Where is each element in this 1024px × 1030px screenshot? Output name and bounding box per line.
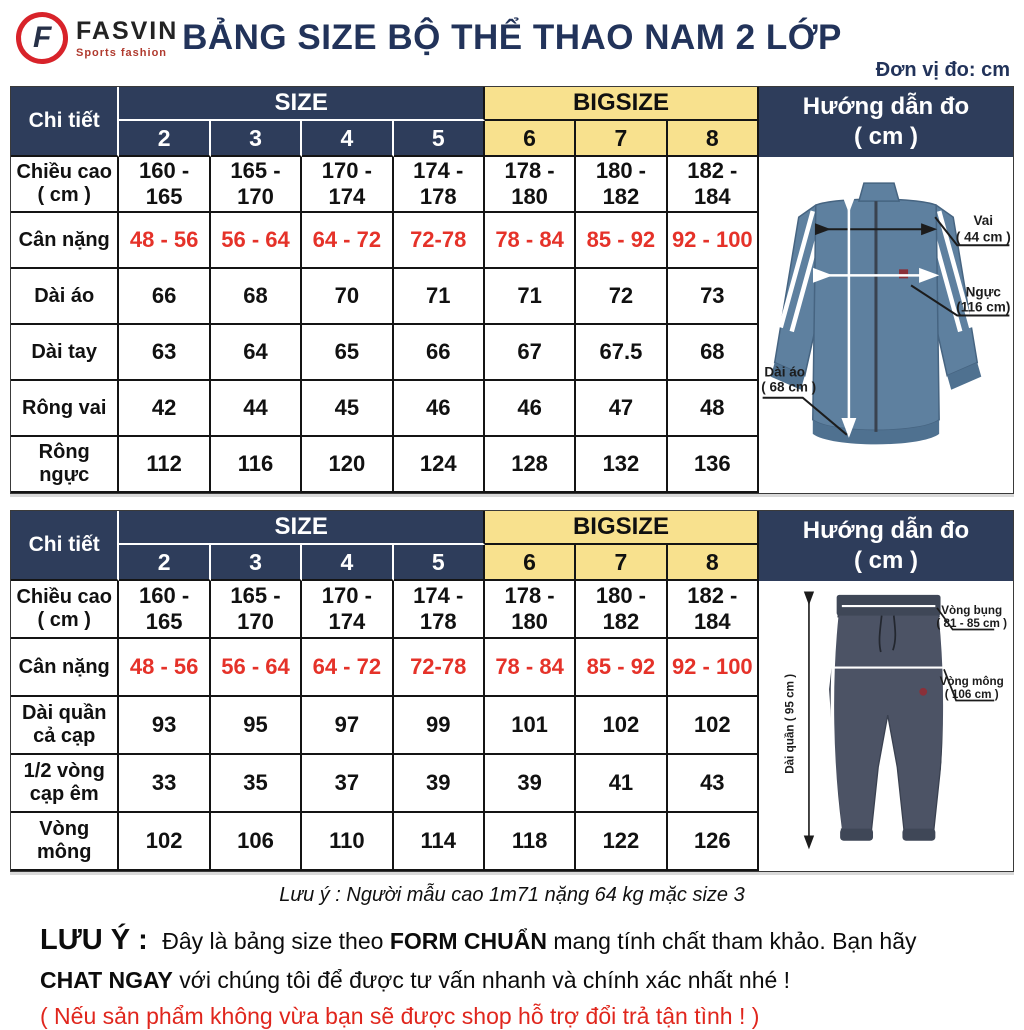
row-label: Chiều cao ( cm ) bbox=[11, 157, 119, 213]
value-cell: 97 bbox=[302, 697, 393, 755]
value-cell: 122 bbox=[576, 813, 667, 871]
size-group-header: SIZE bbox=[119, 511, 484, 545]
table-row bbox=[11, 437, 759, 493]
warning-text-3: với chúng tôi để được tư vấn nhanh và chính xác nhất nhé ! bbox=[179, 966, 791, 993]
value-cell: 174 - 178 bbox=[394, 157, 485, 213]
pants-body bbox=[830, 614, 946, 832]
row-label: Rông ngực bbox=[11, 437, 119, 493]
bigsize-group-header: BIGSIZE bbox=[485, 511, 759, 545]
value-cell: 160 - 165 bbox=[119, 581, 210, 639]
page-title: BẢNG SIZE BỘ THỂ THAO NAM 2 LỚP bbox=[182, 18, 842, 57]
header-row-groups bbox=[11, 87, 759, 121]
value-cell: 48 bbox=[668, 381, 759, 437]
value-cell: 99 bbox=[394, 697, 485, 755]
value-cell: 67.5 bbox=[576, 325, 667, 381]
value-cell: 70 bbox=[302, 269, 393, 325]
waist-value: ( 81 - 85 cm ) bbox=[936, 616, 1008, 630]
value-cell: 66 bbox=[394, 325, 485, 381]
length-label: Dài áo bbox=[764, 364, 806, 380]
row-label: Dài tay bbox=[11, 325, 119, 381]
size-col-header: 2 bbox=[119, 545, 210, 581]
logo-letter: F bbox=[32, 21, 52, 55]
value-cell: 44 bbox=[211, 381, 302, 437]
guide-title: Hướng dẫn đo bbox=[802, 517, 970, 544]
value-cell: 114 bbox=[394, 813, 485, 871]
value-cell: 85 - 92 bbox=[576, 639, 667, 697]
pants-table bbox=[11, 511, 759, 871]
value-cell: 182 - 184 bbox=[668, 581, 759, 639]
jacket-table bbox=[11, 87, 759, 493]
value-cell: 165 - 170 bbox=[211, 581, 302, 639]
value-cell: 93 bbox=[119, 697, 210, 755]
table-row bbox=[11, 755, 759, 813]
chest-label: Ngực bbox=[965, 284, 1001, 300]
size-col-header: 2 bbox=[119, 121, 210, 157]
table-row bbox=[11, 269, 759, 325]
value-cell: 46 bbox=[394, 381, 485, 437]
length-value: ( 68 cm ) bbox=[761, 379, 817, 395]
brand-tagline: Sports fashion bbox=[76, 47, 168, 59]
value-cell: 39 bbox=[394, 755, 485, 813]
value-cell: 128 bbox=[485, 437, 576, 493]
shoulder-label: Vai bbox=[973, 213, 994, 229]
chest-value: (116 cm) bbox=[956, 299, 1011, 315]
waist-label: Vòng bụng bbox=[941, 603, 1003, 617]
value-cell: 71 bbox=[485, 269, 576, 325]
bigsize-col-header: 7 bbox=[576, 545, 667, 581]
warning-text-2: mang tính chất tham khảo. Bạn hãy bbox=[553, 928, 917, 954]
return-policy-note: ( Nếu sản phẩm không vừa bạn sẽ được shop hỗ trợ đổi trả tận tình ! ) bbox=[40, 1003, 760, 1029]
detail-corner-cell: Chi tiết bbox=[11, 511, 119, 581]
fasvin-logo-icon bbox=[13, 9, 72, 68]
notes-section bbox=[10, 872, 1014, 1030]
hip-value: ( 106 cm ) bbox=[944, 687, 999, 701]
value-cell: 33 bbox=[119, 755, 210, 813]
page-header bbox=[10, 0, 1014, 86]
row-label: Rông vai bbox=[11, 381, 119, 437]
value-cell: 46 bbox=[485, 381, 576, 437]
value-cell: 73 bbox=[668, 269, 759, 325]
value-cell: 42 bbox=[119, 381, 210, 437]
size-col-header: 5 bbox=[394, 121, 485, 157]
model-note: Lưu ý : Người mẫu cao 1m71 nặng 64 kg mặc size 3 bbox=[279, 884, 745, 906]
bigsize-col-header: 8 bbox=[668, 121, 759, 157]
header-row-groups bbox=[11, 511, 759, 545]
value-cell: 63 bbox=[119, 325, 210, 381]
value-cell: 48 - 56 bbox=[119, 213, 210, 269]
table-row bbox=[11, 639, 759, 697]
row-label: Dài áo bbox=[11, 269, 119, 325]
value-cell: 180 - 182 bbox=[576, 581, 667, 639]
bigsize-col-header: 8 bbox=[668, 545, 759, 581]
shoulder-value: ( 44 cm ) bbox=[955, 229, 1011, 245]
value-cell: 92 - 100 bbox=[668, 213, 759, 269]
pants-length-label: Dài quần ( 95 cm ) bbox=[783, 673, 797, 774]
size-col-header: 4 bbox=[302, 121, 393, 157]
value-cell: 182 - 184 bbox=[668, 157, 759, 213]
guide-header bbox=[759, 511, 1013, 581]
value-cell: 165 - 170 bbox=[211, 157, 302, 213]
jacket-illustration bbox=[759, 157, 1013, 493]
row-label: Cân nặng bbox=[11, 639, 119, 697]
value-cell: 64 - 72 bbox=[302, 213, 393, 269]
bigsize-col-header: 7 bbox=[576, 121, 667, 157]
value-cell: 64 - 72 bbox=[302, 639, 393, 697]
value-cell: 68 bbox=[211, 269, 302, 325]
value-cell: 92 - 100 bbox=[668, 639, 759, 697]
table-row bbox=[11, 697, 759, 755]
value-cell: 68 bbox=[668, 325, 759, 381]
size-col-header: 5 bbox=[394, 545, 485, 581]
brand-logo bbox=[16, 12, 178, 64]
pants-measure-guide bbox=[759, 511, 1013, 871]
value-cell: 178 - 180 bbox=[485, 157, 576, 213]
pants-illustration bbox=[759, 581, 1013, 871]
warning-bold-1: FORM CHUẨN bbox=[389, 928, 547, 954]
value-cell: 120 bbox=[302, 437, 393, 493]
header-row-sizes bbox=[11, 545, 759, 581]
value-cell: 170 - 174 bbox=[302, 157, 393, 213]
value-cell: 45 bbox=[302, 381, 393, 437]
value-cell: 56 - 64 bbox=[211, 213, 302, 269]
pants-logo-dot bbox=[919, 688, 927, 696]
row-label: 1/2 vòng cạp êm bbox=[11, 755, 119, 813]
guide-title: Hướng dẫn đo bbox=[802, 93, 970, 120]
size-col-header: 4 bbox=[302, 545, 393, 581]
hip-label: Vòng mông bbox=[939, 674, 1004, 688]
value-cell: 72-78 bbox=[394, 213, 485, 269]
pants-size-table bbox=[11, 511, 759, 871]
table-row bbox=[11, 157, 759, 213]
value-cell: 72 bbox=[576, 269, 667, 325]
table-row bbox=[11, 381, 759, 437]
row-label: Chiều cao ( cm ) bbox=[11, 581, 119, 639]
value-cell: 41 bbox=[576, 755, 667, 813]
warning-bold-2: CHAT NGAY bbox=[40, 966, 173, 993]
jacket-size-section bbox=[10, 86, 1014, 494]
value-cell: 95 bbox=[211, 697, 302, 755]
jacket-collar bbox=[859, 183, 899, 201]
unit-note: Đơn vị đo: cm bbox=[875, 59, 1010, 81]
bigsize-group-header: BIGSIZE bbox=[485, 87, 759, 121]
pants-drawing-svg bbox=[759, 581, 1013, 871]
jacket-chest-logo bbox=[899, 269, 908, 278]
guide-header bbox=[759, 87, 1013, 157]
value-cell: 116 bbox=[211, 437, 302, 493]
value-cell: 66 bbox=[119, 269, 210, 325]
bigsize-col-header: 6 bbox=[485, 545, 576, 581]
value-cell: 72-78 bbox=[394, 639, 485, 697]
value-cell: 112 bbox=[119, 437, 210, 493]
warning-text-1: Đây là bảng size theo bbox=[162, 928, 384, 954]
value-cell: 136 bbox=[668, 437, 759, 493]
value-cell: 85 - 92 bbox=[576, 213, 667, 269]
table-row bbox=[11, 581, 759, 639]
value-cell: 126 bbox=[668, 813, 759, 871]
value-cell: 48 - 56 bbox=[119, 639, 210, 697]
value-cell: 102 bbox=[668, 697, 759, 755]
value-cell: 174 - 178 bbox=[394, 581, 485, 639]
pants-left-cuff bbox=[840, 829, 873, 841]
value-cell: 37 bbox=[302, 755, 393, 813]
size-group-header: SIZE bbox=[119, 87, 484, 121]
value-cell: 78 - 84 bbox=[485, 639, 576, 697]
value-cell: 78 - 84 bbox=[485, 213, 576, 269]
table-row bbox=[11, 213, 759, 269]
value-cell: 106 bbox=[211, 813, 302, 871]
pants-size-section bbox=[10, 510, 1014, 872]
row-label: Vòng mông bbox=[11, 813, 119, 871]
value-cell: 65 bbox=[302, 325, 393, 381]
value-cell: 35 bbox=[211, 755, 302, 813]
value-cell: 102 bbox=[119, 813, 210, 871]
guide-subtitle: ( cm ) bbox=[853, 123, 918, 150]
brand-name: FASVIN bbox=[76, 17, 179, 45]
table-row bbox=[11, 325, 759, 381]
value-cell: 178 - 180 bbox=[485, 581, 576, 639]
row-label: Dài quần cả cạp bbox=[11, 697, 119, 755]
value-cell: 43 bbox=[668, 755, 759, 813]
value-cell: 132 bbox=[576, 437, 667, 493]
table-row bbox=[11, 813, 759, 871]
guide-subtitle: ( cm ) bbox=[853, 547, 918, 574]
jacket-measure-guide bbox=[759, 87, 1013, 493]
warning-label: LƯU Ý : bbox=[40, 924, 148, 956]
size-col-header: 3 bbox=[211, 121, 302, 157]
brand-text bbox=[76, 17, 178, 59]
value-cell: 47 bbox=[576, 381, 667, 437]
value-cell: 118 bbox=[485, 813, 576, 871]
jacket-drawing-svg bbox=[759, 157, 1013, 493]
value-cell: 67 bbox=[485, 325, 576, 381]
pants-right-cuff bbox=[902, 829, 935, 841]
value-cell: 56 - 64 bbox=[211, 639, 302, 697]
value-cell: 110 bbox=[302, 813, 393, 871]
value-cell: 124 bbox=[394, 437, 485, 493]
value-cell: 180 - 182 bbox=[576, 157, 667, 213]
value-cell: 64 bbox=[211, 325, 302, 381]
value-cell: 102 bbox=[576, 697, 667, 755]
warning-note bbox=[40, 919, 984, 997]
value-cell: 170 - 174 bbox=[302, 581, 393, 639]
row-label: Cân nặng bbox=[11, 213, 119, 269]
value-cell: 160 - 165 bbox=[119, 157, 210, 213]
detail-corner-cell: Chi tiết bbox=[11, 87, 119, 157]
value-cell: 71 bbox=[394, 269, 485, 325]
bigsize-col-header: 6 bbox=[485, 121, 576, 157]
jacket-size-table bbox=[11, 87, 759, 493]
header-row-sizes bbox=[11, 121, 759, 157]
value-cell: 101 bbox=[485, 697, 576, 755]
value-cell: 39 bbox=[485, 755, 576, 813]
size-col-header: 3 bbox=[211, 545, 302, 581]
